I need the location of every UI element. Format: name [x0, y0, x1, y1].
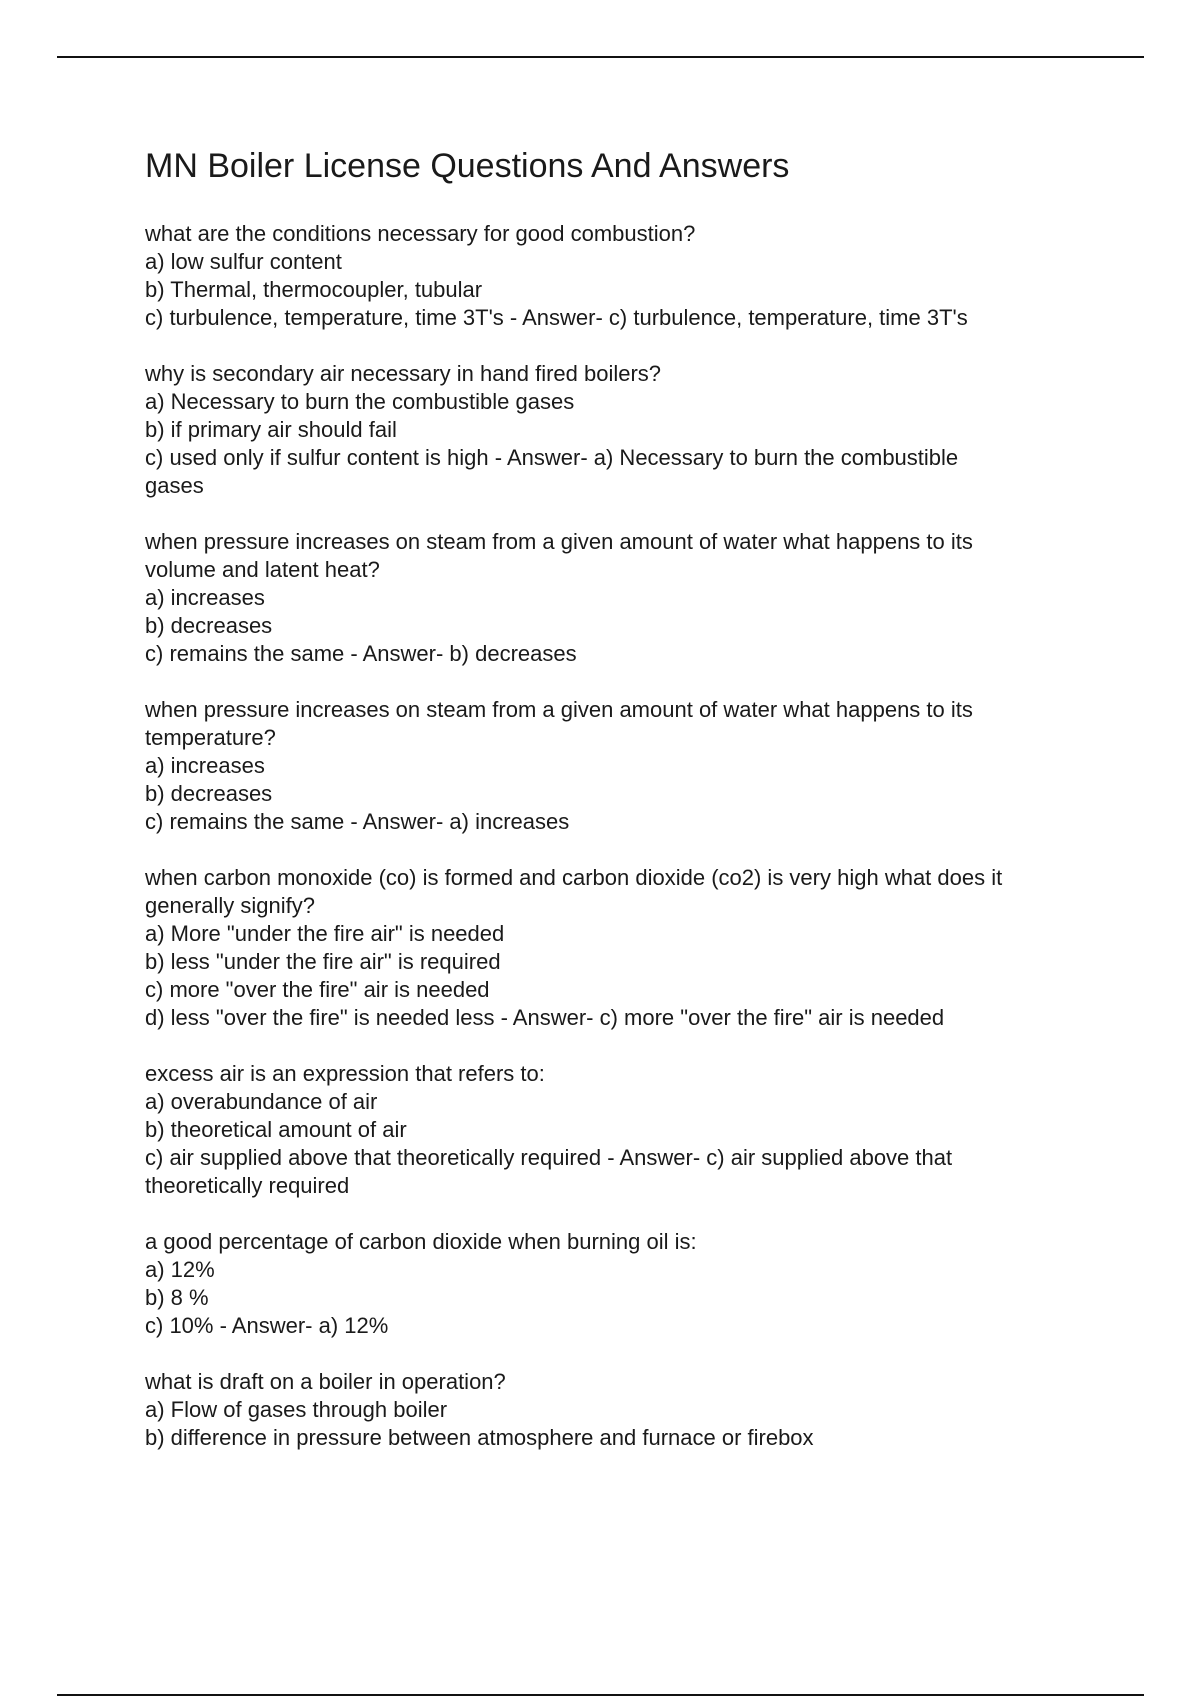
answer-line: volume and latent heat? — [145, 557, 380, 582]
answer-line: b) less "under the fire air" is required — [145, 949, 501, 974]
qa-list — [145, 220, 1105, 1452]
answer-line: b) theoretical amount of air — [145, 1117, 407, 1142]
question-text: when pressure increases on steam from a given amount of water what happens to its — [145, 529, 973, 554]
answer-line: b) 8 % — [145, 1285, 209, 1310]
qa-block — [145, 864, 1105, 1032]
qa-block — [145, 1228, 1105, 1340]
question-text: when carbon monoxide (co) is formed and carbon dioxide (co2) is very high what does it — [145, 865, 1003, 890]
answer-line: c) turbulence, temperature, time 3T's - Answer- c) turbulence, temperature, time 3T's — [145, 305, 968, 330]
bottom-divider — [57, 1694, 1144, 1696]
answer-line: b) decreases — [145, 781, 273, 806]
qa-block — [145, 1060, 1105, 1200]
top-divider — [57, 56, 1144, 58]
answer-line: c) air supplied above that theoretically required - Answer- c) air supplied above that — [145, 1145, 953, 1170]
question-text: a good percentage of carbon dioxide when burning oil is: — [145, 1229, 697, 1254]
answer-line: d) less "over the fire" is needed less - Answer- c) more "over the fire" air is needed — [145, 1005, 945, 1030]
answer-line: temperature? — [145, 725, 276, 750]
answer-line: a) Necessary to burn the combustible gases — [145, 389, 575, 414]
qa-block — [145, 1368, 1105, 1452]
document-body — [145, 140, 1105, 1480]
answer-line: c) remains the same - Answer- b) decreases — [145, 641, 577, 666]
answer-line: a) increases — [145, 585, 265, 610]
answer-line: a) low sulfur content — [145, 249, 342, 274]
question-text: what is draft on a boiler in operation? — [145, 1369, 506, 1394]
answer-line: a) More "under the fire air" is needed — [145, 921, 505, 946]
qa-block — [145, 220, 1105, 332]
qa-block — [145, 528, 1105, 668]
answer-line: theoretically required — [145, 1173, 350, 1198]
question-text: why is secondary air necessary in hand fired boilers? — [145, 361, 662, 386]
answer-line: b) if primary air should fail — [145, 417, 397, 442]
answer-line: c) remains the same - Answer- a) increases — [145, 809, 570, 834]
answer-line: a) increases — [145, 753, 265, 778]
answer-line: gases — [145, 473, 204, 498]
qa-block — [145, 696, 1105, 836]
answer-line: a) overabundance of air — [145, 1089, 378, 1114]
qa-block — [145, 360, 1105, 500]
question-text: what are the conditions necessary for good combustion? — [145, 221, 696, 246]
answer-line: a) Flow of gases through boiler — [145, 1397, 448, 1422]
page-title: MN Boiler License Questions And Answers — [145, 147, 790, 185]
answer-line: a) 12% — [145, 1257, 215, 1282]
answer-line: b) decreases — [145, 613, 273, 638]
answer-line: b) Thermal, thermocoupler, tubular — [145, 277, 483, 302]
answer-line: c) more "over the fire" air is needed — [145, 977, 490, 1002]
question-text: when pressure increases on steam from a given amount of water what happens to its — [145, 697, 973, 722]
question-text: excess air is an expression that refers to: — [145, 1061, 545, 1086]
answer-line: b) difference in pressure between atmosphere and furnace or firebox — [145, 1425, 814, 1450]
answer-line: c) 10% - Answer- a) 12% — [145, 1313, 389, 1338]
answer-line: c) used only if sulfur content is high - Answer- a) Necessary to burn the combustible — [145, 445, 959, 470]
answer-line: generally signify? — [145, 893, 315, 918]
